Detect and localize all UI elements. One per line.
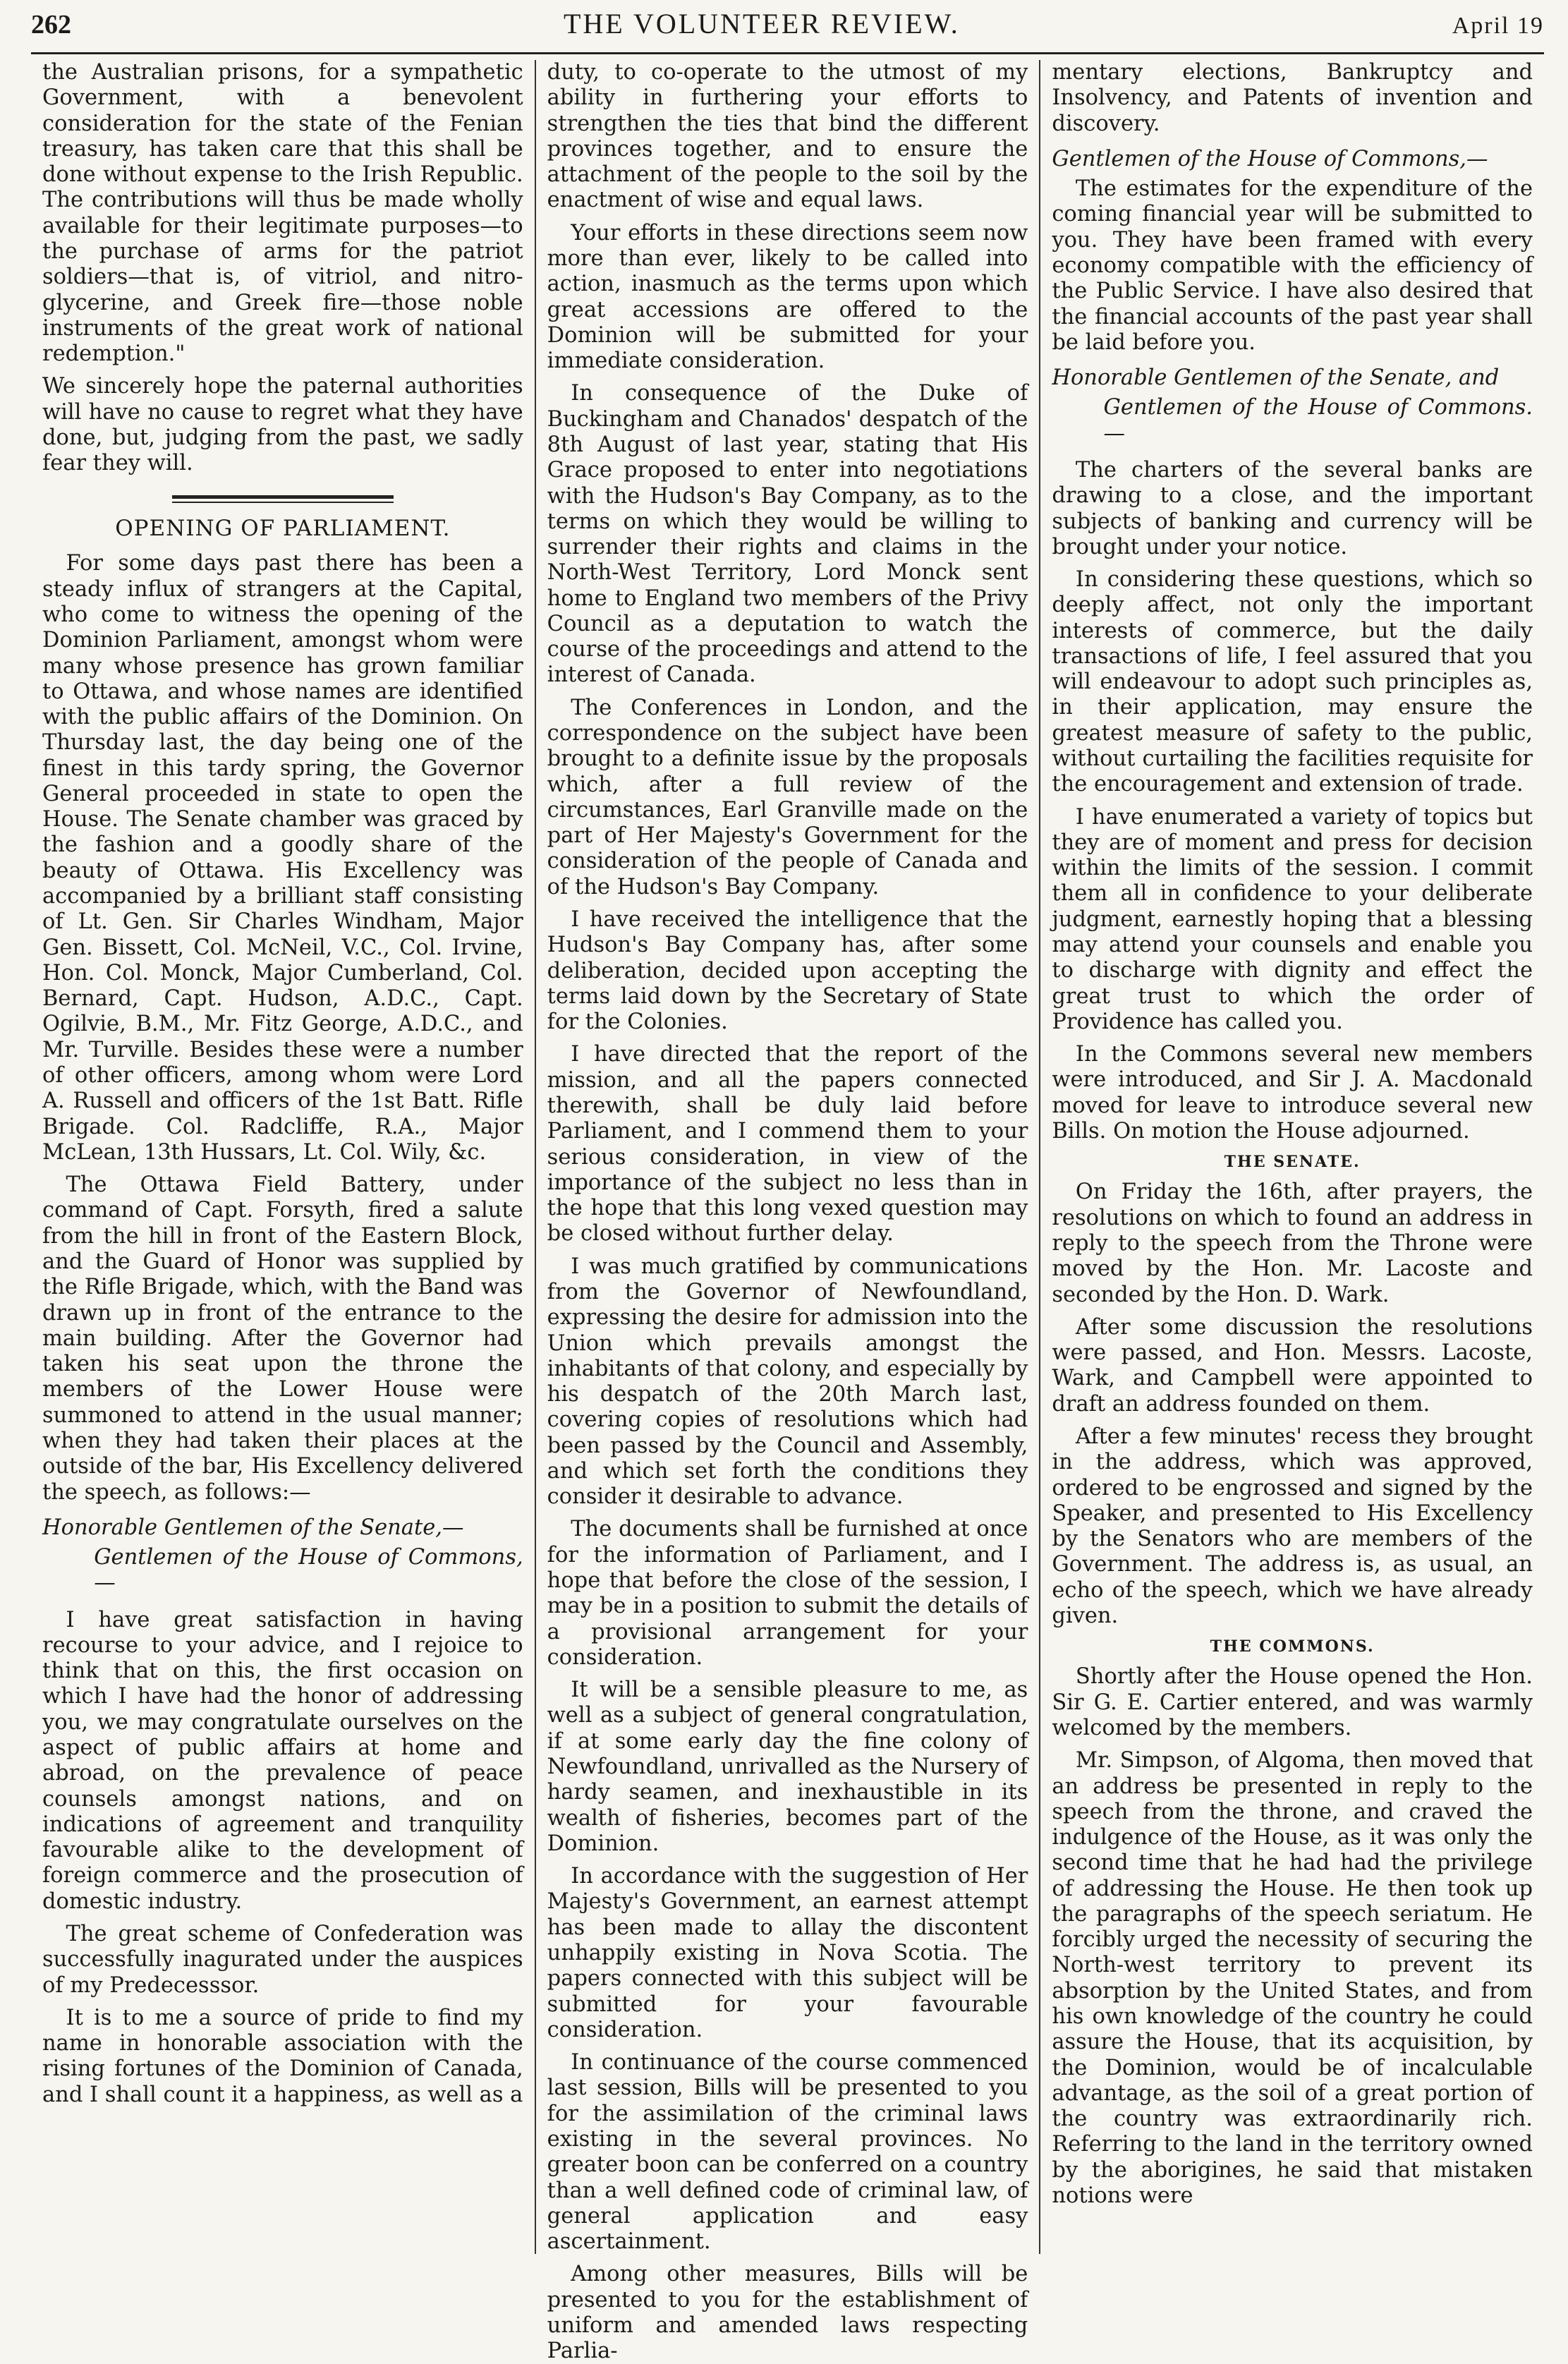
column-1: [31, 60, 535, 2254]
publication-title: THE VOLUNTEER REVIEW.: [563, 8, 960, 40]
paragraph: I have received the intelligence that the Hudson's Bay Company has, after some deliberation, decided upon accepting the terms laid down by the Secretary of State for the Colonies.: [547, 907, 1028, 1035]
salutation: Honorable Gentlemen of the Senate, and: [1052, 365, 1500, 391]
issue-date: April 19: [1452, 13, 1544, 39]
paragraph: It is to me a source of pride to find my name in honorable association with the rising fortunes of the Dominion of Canada, and I shall count it a happiness, as well as a: [42, 2005, 523, 2107]
paragraph: The estimates for the expenditure of the coming financial year will be submitted to you. They have been framed with every economy compatible with the efficiency of the Public Service. I have also desired that the financial accounts of the past year shall be laid before you.: [1052, 176, 1533, 355]
masthead: [31, 7, 1544, 54]
section-heading-commons: THE COMMONS.: [1210, 1637, 1375, 1656]
paragraph: It will be a sensible pleasure to me, as well as a subject of general congratulation, if at some early day the fine colony of Newfoundland, unrivalled as the Nursery of hardy seamen, and inexhaustible in its wealth of fisheries, becomes part of the Dominion.: [547, 1678, 1028, 1856]
paragraph: I have enumerated a variety of topics but they are of moment and press for decision within the limits of the session. I commit them all in confidence to your deliberate judgment, earnestly hoping that a blessing may attend your counsels and enable you to discharge with dignity and effect the great trust to which the order of Providence has called you.: [1052, 804, 1533, 1034]
salutation: Gentlemen of the House of Commons,—: [1052, 146, 1488, 171]
paragraph: The great scheme of Confederation was successfully inagurated under the auspices of my Predecesssor.: [42, 1922, 523, 1998]
salutation: Gentlemen of the House of Commons.—: [1103, 395, 1533, 446]
article-columns: [31, 60, 1544, 2364]
paragraph: mentary elections, Bankruptcy and Insolvency, and Patents of invention and discovery.: [1052, 60, 1533, 136]
paragraph: In accordance with the suggestion of Her Majesty's Government, an earnest attempt has been made to allay the discontent unhappily existing in Nova Scotia. The papers connected with this subject will be submitted for your favourable consideration.: [547, 1864, 1028, 2042]
salutation: Honorable Gentlemen of the Senate,—: [42, 1515, 464, 1540]
paragraph: For some days past there has been a steady influx of strangers at the Capital, who come to witness the opening of the Dominion Parliament, amongst whom were many whose presence has grown familiar to Ottawa, and whose names are identified with the public affairs of the Dominion. On Thursday last, the day being one of the finest in this tardy spring, the Governor General proceeded in state to open the House. The Senate chamber was graced by the fashion and a goodly share of the beauty of Ottawa. His Excellency was accompanied by a brilliant staff consisting of Lt. Gen. Sir Charles Windham, Major Gen. Bissett, Col. McNeil, V.C., Col. Irvine, Hon. Col. Monck, Major Cumberland, Col. Bernard, Capt. Hudson, A.D.C., Capt. Ogilvie, B.M., Mr. Fitz George, A.D.C., and Mr. Turville. Besides these were a number of other officers, among whom were Lord A. Russell and officers of the 1st Batt. Rifle Brigade. Col. Radcliffe, R.A., Major McLean, 13th Hussars, Lt. Col. Wily, &c.: [42, 551, 523, 1165]
article-heading: OPENING OF PARLIAMENT.: [115, 515, 451, 541]
section-heading-senate: THE SENATE.: [1224, 1153, 1361, 1172]
paragraph: Mr. Simpson, of Algoma, then moved that an address be presented in reply to the speech from the throne, and craved the indulgence of the House, as it was only the second time that he had had the privilege of addressing the House. He then took up the paragraphs of the speech seriatum. He forcibly urged the necessity of securing the North-west territory to prevent its absorption by the United States, and from his own knowledge of the country he could assure the House, that its acquisition, by the Dominion, would be of incalculable advantage, as the soil of a great portion of the country was extraordinarily rich. Referring to the land in the territory owned by the aborigines, he said that mistaken notions were: [1052, 1748, 1533, 2208]
paragraph: I have directed that the report of the mission, and all the papers connected therewith, shall be duly laid before Parliament, and I commend them to your serious consideration, in view of the importance of the subject no less than in the hope that this long vexed question may be closed without further delay.: [547, 1042, 1028, 1247]
paragraph: In consequence of the Duke of Buckingham and Chanados' despatch of the 8th August of last year, stating that His Grace proposed to enter into negotiations with the Hudson's Bay Company, as to the terms on which they would be willing to surrender their rights and claims in the North-West Territory, Lord Monck sent home to England two members of the Privy Council as a deputation to watch the course of the proceedings and attend to the interest of Canada.: [547, 381, 1028, 688]
paragraph: I have great satisfaction in having recourse to your advice, and I rejoice to think that on this, the first occasion on which I have had the honor of addressing you, we may congratulate ourselves on the aspect of public affairs at home and abroad, on the prevalence of peace counsels amongst nations, and on indications of agreement and tranquility favourable alike to the development of foreign commerce and the prosecution of domestic industry.: [42, 1607, 523, 1914]
paragraph: In continuance of the course commenced last session, Bills will be presented to you for the assimilation of the criminal laws existing in the several provinces. No greater boon can be conferred on a country than a well defined code of criminal law, of general application and easy ascertainment.: [547, 2050, 1028, 2255]
section-divider: [172, 495, 394, 503]
paragraph: Among other measures, Bills will be presented to you for the establishment of uniform and amended laws respecting Parlia-: [547, 2262, 1028, 2364]
paragraph: After a few minutes' recess they brought in the address, which was approved, ordered to be engrossed and signed by the Speaker, and presented to His Excellency by the Senators who are members of the Government. The address is, as usual, an echo of the speech, which we have already given.: [1052, 1424, 1533, 1628]
column-3: [1039, 60, 1544, 2254]
page-number: 262: [31, 10, 71, 40]
paragraph: The Conferences in London, and the correspondence on the subject have been brought to a definite issue by the proposals which, after a full review of the circumstances, Earl Granville made on the part of Her Majesty's Government for the consideration of the people of Canada and of the Hudson's Bay Company.: [547, 695, 1028, 899]
paragraph: We sincerely hope the paternal authorities will have no cause to regret what they have done, but, judging from the past, we sadly fear they will.: [42, 374, 523, 476]
paragraph: Your efforts in these directions seem now more than ever, likely to be called into action, inasmuch as the terms upon which great accessions are offered to the Dominion will be submitted for your immediate consideration.: [547, 220, 1028, 374]
paragraph: After some discussion the resolutions were passed, and Hon. Messrs. Lacoste, Wark, and Campbell were appointed to draft an address founded on them.: [1052, 1314, 1533, 1417]
paragraph: duty, to co-operate to the utmost of my ability in furthering your efforts to strengthen the ties that bind the different provinces together, and to ensure the attachment of the people to the soil by the enactment of wise and equal laws.: [547, 60, 1028, 213]
salutation: Gentlemen of the House of Commons,—: [94, 1545, 523, 1596]
paragraph: I was much gratified by communications from the Governor of Newfoundland, expressing the desire for admission into the Union which prevails amongst the inhabitants of that colony, and especially by his despatch of the 20th March last, covering copies of resolutions which had been passed by the Council and Assembly, and which set forth the conditions they consider it desirable to advance.: [547, 1254, 1028, 1510]
column-2: [535, 60, 1040, 2364]
paragraph: The charters of the several banks are drawing to a close, and the important subjects of banking and currency will be brought under your notice.: [1052, 457, 1533, 559]
paragraph: In considering these questions, which so deeply affect, not only the important interests of commerce, but the daily transactions of life, I feel assured that you will endeavour to adopt such principles as, in their application, may ensure the greatest measure of safety to the public, without curtailing the facilities requisite for the encouragement and extension of trade.: [1052, 567, 1533, 797]
paragraph: the Australian prisons, for a sympathetic Government, with a benevolent consideration for the state of the Fenian treasury, has taken care that this shall be done without expense to the Irish Republic. The contributions will thus be made wholly available for their legitimate purposes—to the purchase of arms for the patriot soldiers—that is, of vitriol, and nitro-glycerine, and Greek fire—those noble instruments of the great work of national redemption.": [42, 60, 523, 367]
paragraph: Shortly after the House opened the Hon. Sir G. E. Cartier entered, and was warmly welcomed by the members.: [1052, 1664, 1533, 1740]
paragraph: In the Commons several new members were introduced, and Sir J. A. Macdonald moved for leave to introduce several new Bills. On motion the House adjourned.: [1052, 1042, 1533, 1144]
paragraph: On Friday the 16th, after prayers, the resolutions on which to found an address in reply to the speech from the Throne were moved by the Hon. Mr. Lacoste and seconded by the Hon. D. Wark.: [1052, 1180, 1533, 1307]
paragraph: The Ottawa Field Battery, under command of Capt. Forsyth, fired a salute from the hill in front of the Eastern Block, and the Guard of Honor was supplied by the Rifle Brigade, which, with the Band was drawn up in front of the entrance to the main building. After the Governor had taken his seat upon the throne the members of the Lower House were summoned to attend in the usual manner; when they had taken their places at the outside of the bar, His Excellency delivered the speech, as follows:—: [42, 1172, 523, 1505]
paragraph: The documents shall be furnished at once for the information of Parliament, and I hope that before the close of the session, I may be in a position to submit the details of a provisional arrangement for your consideration.: [547, 1517, 1028, 1670]
